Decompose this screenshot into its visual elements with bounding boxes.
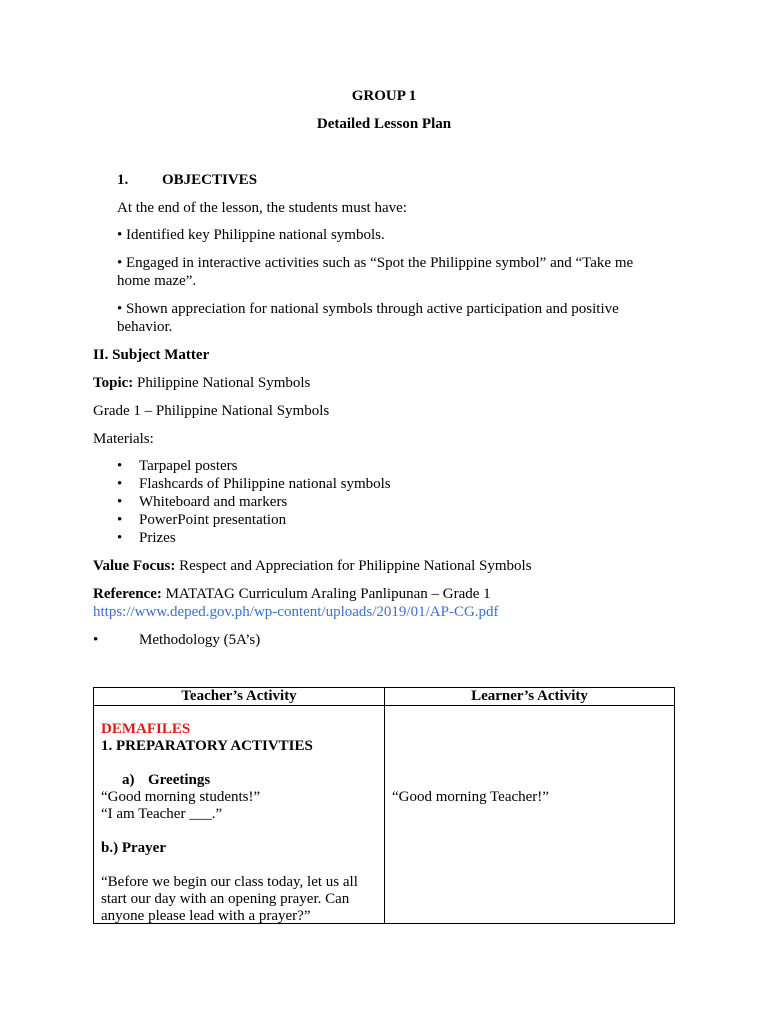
material-label: Whiteboard and markers bbox=[139, 494, 288, 510]
bullet-icon: • bbox=[117, 458, 123, 474]
greetings-title: Greetings bbox=[148, 772, 211, 788]
section-label: DEMAFILES bbox=[101, 721, 191, 737]
objective-item-3-line-1: • Shown appreciation for national symbols through active participation and positive bbox=[117, 301, 619, 317]
objectives-intro: At the end of the lesson, the students must have: bbox=[117, 200, 407, 216]
prayer-line-3: anyone please lead with a prayer?” bbox=[101, 908, 311, 924]
topic-label: Topic: bbox=[93, 375, 134, 391]
value-focus-label: Value Focus: bbox=[93, 558, 176, 574]
teacher-activity-header: Teacher’s Activity bbox=[94, 688, 385, 706]
value-focus-text: Respect and Appreciation for Philippine National Symbols bbox=[175, 558, 532, 574]
learner-activity-header: Learner’s Activity bbox=[385, 688, 675, 706]
reference-link[interactable]: https://www.deped.gov.ph/wp-content/uploads/2019/01/AP-CG.pdf bbox=[93, 604, 499, 620]
bullet-icon: • bbox=[117, 530, 123, 546]
objective-item-1: • Identified key Philippine national symbols. bbox=[117, 227, 385, 243]
methodology-bullet-icon: • bbox=[93, 632, 99, 648]
value-focus-line bbox=[93, 558, 532, 575]
table-row bbox=[94, 706, 675, 924]
material-label: Flashcards of Philippine national symbols bbox=[139, 476, 391, 492]
document-title: Detailed Lesson Plan bbox=[316, 116, 452, 132]
reference-label: Reference: bbox=[93, 586, 162, 602]
learner-activity-cell bbox=[385, 706, 675, 924]
reference-line bbox=[93, 586, 491, 603]
objectives-heading: OBJECTIVES bbox=[162, 172, 258, 188]
material-label: Tarpapel posters bbox=[139, 458, 238, 474]
grade-line: Grade 1 – Philippine National Symbols bbox=[93, 403, 330, 419]
bullet-icon: • bbox=[117, 476, 123, 492]
activity-table bbox=[93, 687, 675, 924]
table-header-row bbox=[94, 688, 675, 706]
bullet-icon: • bbox=[117, 512, 123, 528]
greeting-line-1: “Good morning students!” bbox=[101, 789, 261, 805]
topic-value: Philippine National Symbols bbox=[133, 375, 311, 391]
reference-text: MATATAG Curriculum Araling Panlipunan – Grade 1 bbox=[161, 586, 491, 602]
subject-matter-heading: II. Subject Matter bbox=[93, 347, 210, 363]
greeting-line-2: “I am Teacher ___.” bbox=[101, 806, 223, 822]
learner-response-1: “Good morning Teacher!” bbox=[392, 789, 549, 805]
greetings-marker: a) bbox=[122, 772, 135, 788]
prayer-title: b.) Prayer bbox=[101, 840, 166, 856]
section-title: 1. PREPARATORY ACTIVTIES bbox=[101, 738, 313, 754]
objective-item-3-line-2: behavior. bbox=[117, 319, 173, 335]
material-label: PowerPoint presentation bbox=[139, 512, 287, 528]
material-label: Prizes bbox=[139, 530, 176, 546]
objectives-number: 1. bbox=[117, 172, 129, 188]
bullet-icon: • bbox=[117, 494, 123, 510]
prayer-line-1: “Before we begin our class today, let us all bbox=[101, 874, 358, 890]
objective-item-2-line-1: • Engaged in interactive activities such as “Spot the Philippine symbol” and “Take me bbox=[117, 255, 634, 271]
materials-label: Materials: bbox=[93, 431, 154, 447]
prayer-line-2: start our day with an opening prayer. Can bbox=[101, 891, 350, 907]
topic-line bbox=[93, 375, 310, 392]
group-title: GROUP 1 bbox=[351, 88, 417, 104]
teacher-activity-cell bbox=[94, 706, 385, 924]
methodology-item: Methodology (5A’s) bbox=[139, 632, 261, 648]
objective-item-2-line-2: home maze”. bbox=[117, 273, 197, 289]
